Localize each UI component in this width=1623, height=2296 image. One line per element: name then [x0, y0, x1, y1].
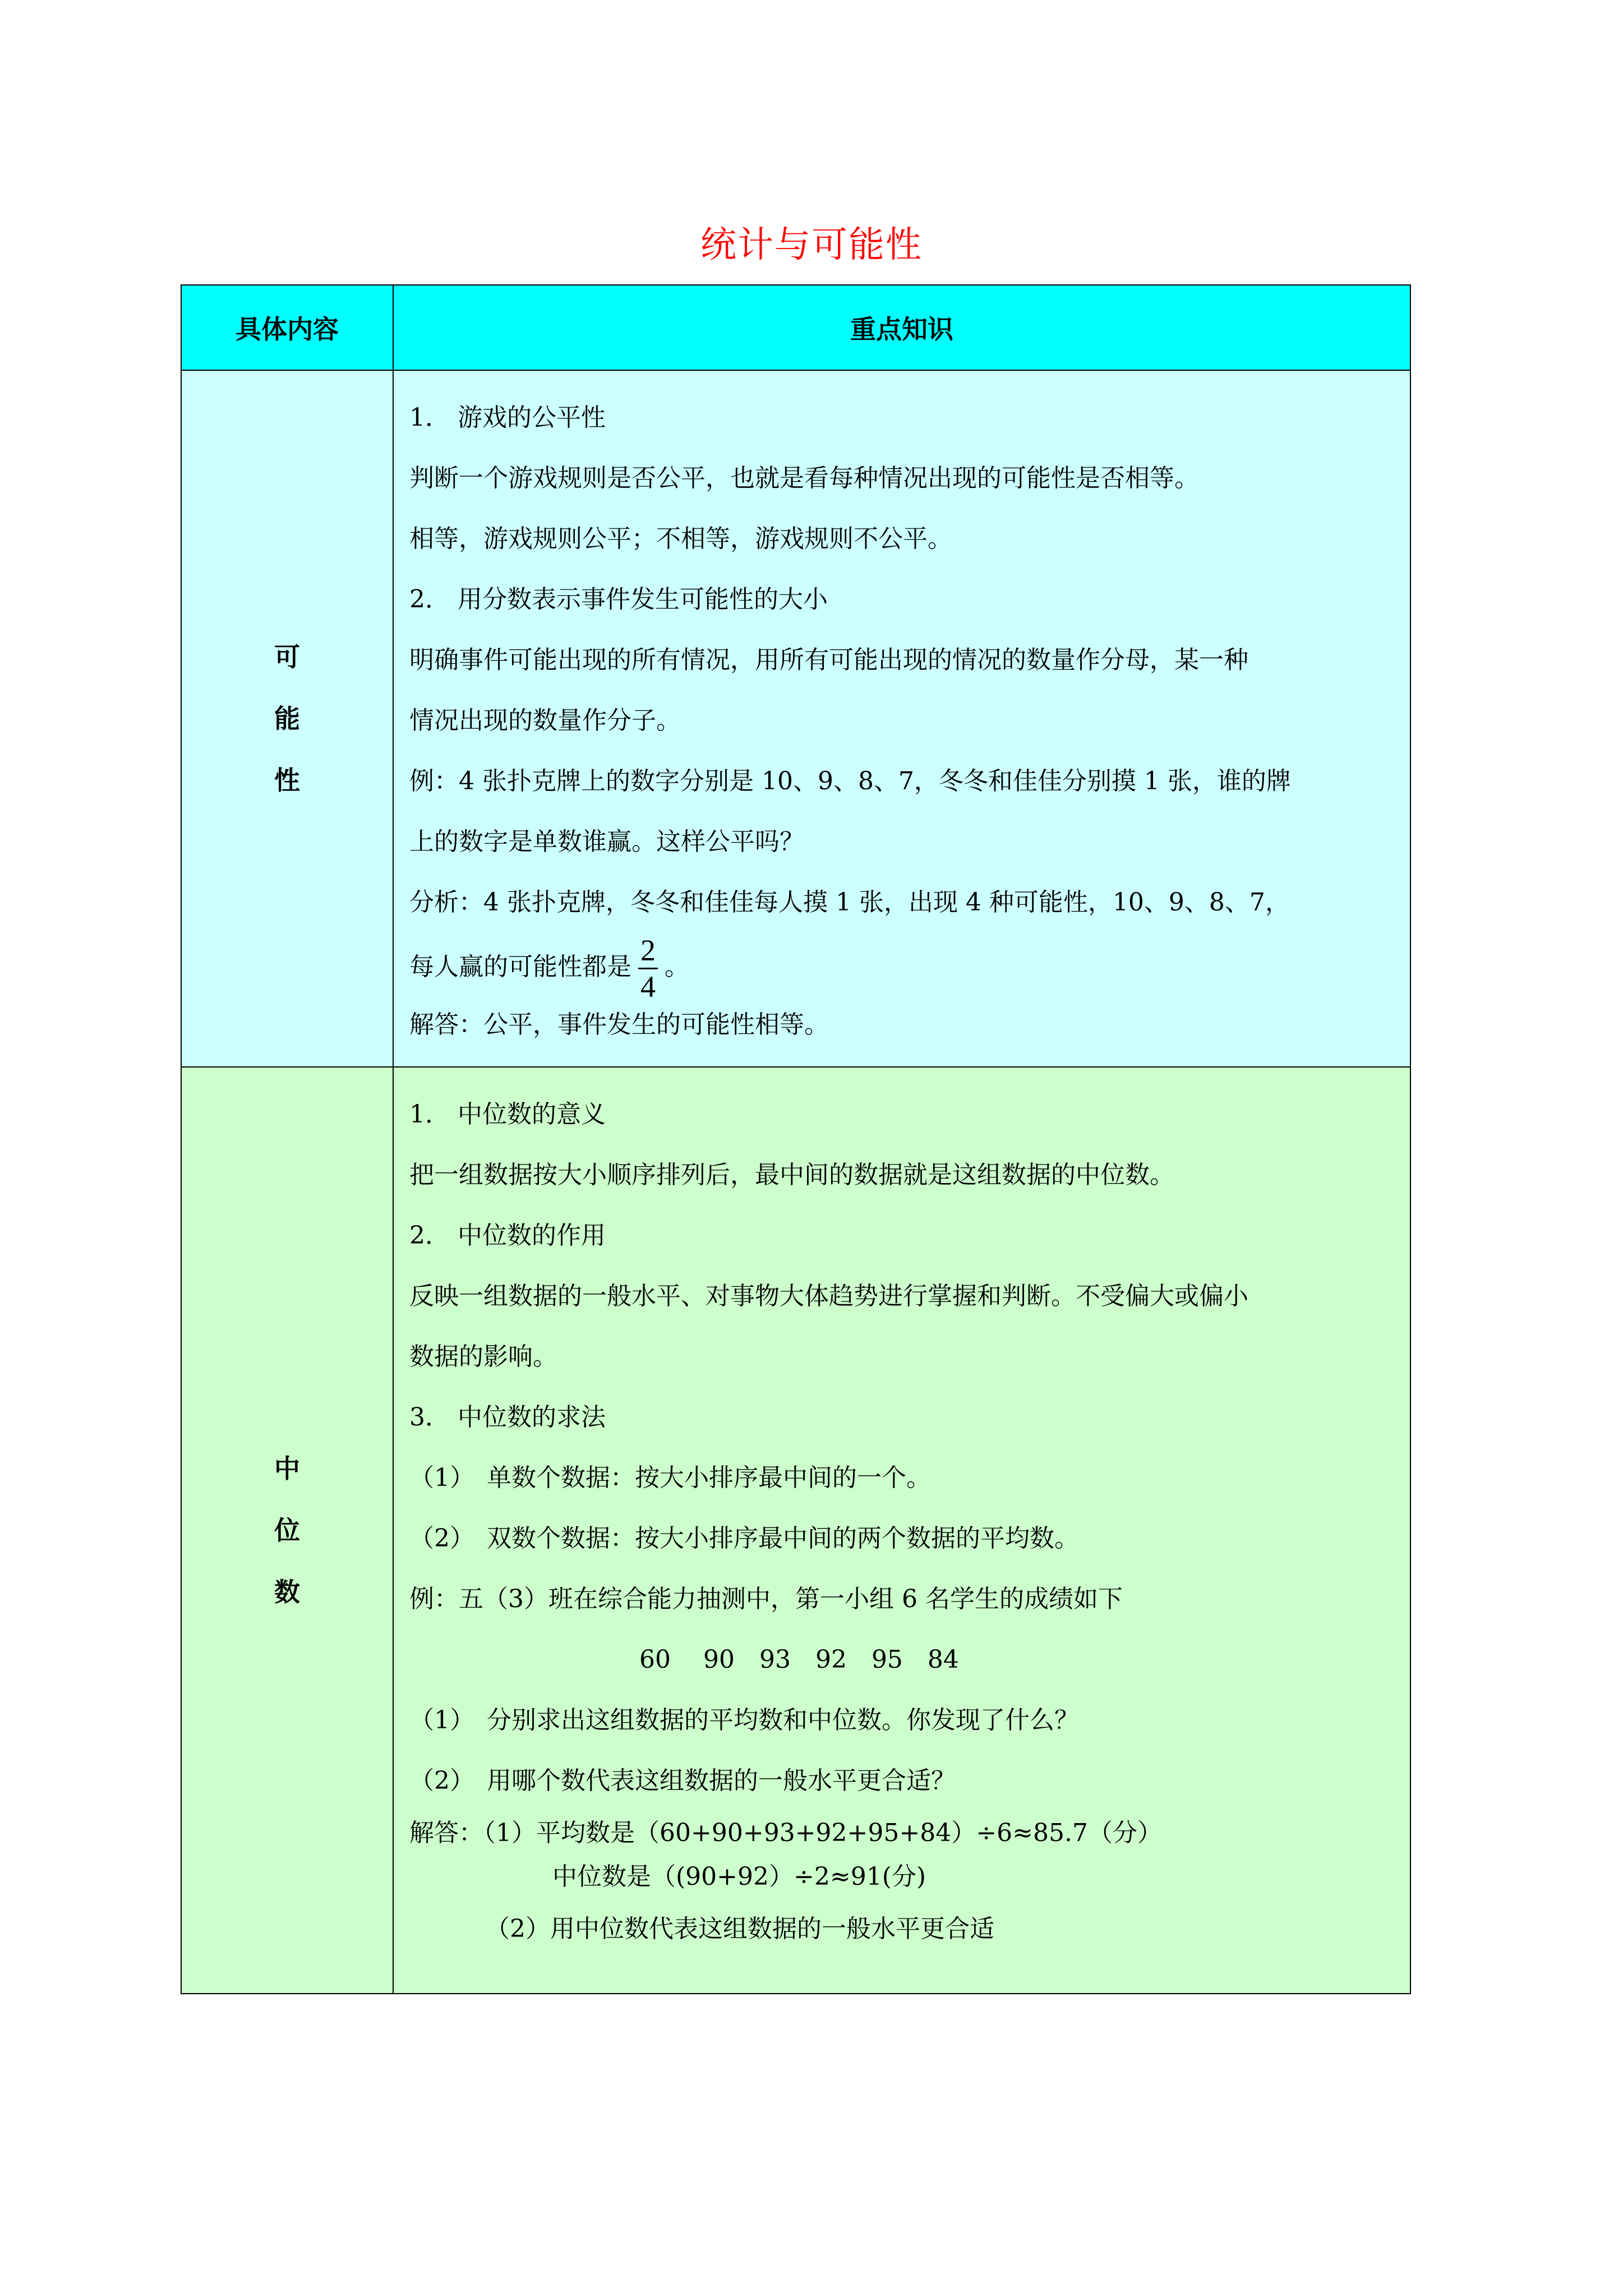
section-label-probability — [181, 370, 393, 1067]
label-char: 能 — [274, 703, 300, 734]
fraction-line — [409, 933, 1396, 1004]
text-line: 1． 中位数的意义 — [409, 1100, 606, 1129]
text-line: 例：4 张扑克牌上的数字分别是 10、9、8、7，冬冬和佳佳分别摸 1 张，谁的牌 — [409, 767, 1291, 795]
label-char: 位 — [274, 1515, 300, 1545]
text-line: 2． 中位数的作用 — [409, 1221, 606, 1250]
fraction-numerator: 2 — [638, 933, 658, 969]
fraction — [638, 933, 658, 1004]
text-line: 反映一组数据的一般水平、对事物大体趋势进行掌握和判断。不受偏大或偏小 — [409, 1282, 1248, 1310]
fraction-prefix: 每人赢的可能性都是 — [409, 953, 631, 981]
section-content-median — [393, 1067, 1410, 1994]
question-line: （2） 用哪个数代表这组数据的一般水平更合适？ — [409, 1766, 956, 1795]
question-line: （1） 分别求出这组数据的平均数和中位数。你发现了什么？ — [409, 1706, 1079, 1734]
label-char: 可 — [274, 642, 300, 672]
text-line: 上的数字是单数谁赢。这样公平吗？ — [409, 827, 804, 856]
label-char: 数 — [274, 1577, 300, 1607]
text-line: 判断一个游戏规则是否公平，也就是看每种情况出现的可能性是否相等。 — [409, 464, 1199, 493]
knowledge-table — [181, 284, 1411, 1994]
scores-line: 60 90 93 92 95 84 — [639, 1645, 959, 1674]
section-content-probability — [393, 370, 1410, 1067]
text-line: 情况出现的数量作分子。 — [409, 706, 681, 735]
text-line: 3． 中位数的求法 — [409, 1403, 606, 1432]
text-line: 例：五（3）班在综合能力抽测中，第一小组 6 名学生的成绩如下 — [409, 1585, 1123, 1613]
answer-line: 解答：公平，事件发生的可能性相等。 — [409, 1010, 829, 1039]
header-key-knowledge: 重点知识 — [393, 285, 1410, 370]
answer-line: 中位数是（(90+92）÷2≈91(分) — [552, 1862, 926, 1891]
table-header-row — [181, 285, 1410, 370]
answer-line: （2）用中位数代表这组数据的一般水平更合适 — [485, 1915, 994, 1943]
fraction-denominator: 4 — [640, 970, 656, 1004]
text-line: 相等，游戏规则公平；不相等，游戏规则不公平。 — [409, 524, 952, 553]
page-title: 统计与可能性 — [700, 224, 923, 266]
text-line: 1． 游戏的公平性 — [409, 403, 606, 432]
text-line: 数据的影响。 — [409, 1342, 557, 1371]
text-line: 分析：4 张扑克牌，冬冬和佳佳每人摸 1 张，出现 4 种可能性，10、9、8、7， — [409, 888, 1290, 917]
section-label-median — [181, 1067, 393, 1994]
fraction-suffix: 。 — [665, 953, 689, 981]
text-line: 把一组数据按大小顺序排列后，最中间的数据就是这组数据的中位数。 — [409, 1161, 1174, 1189]
section-median-row — [181, 1067, 1410, 1994]
section-probability-row — [181, 370, 1410, 1067]
text-line: 2． 用分数表示事件发生可能性的大小 — [409, 585, 828, 614]
text-line: （2） 双数个数据：按大小排序最中间的两个数据的平均数。 — [409, 1524, 1079, 1553]
answer-line: 解答：（1）平均数是（60+90+93+92+95+84）÷6≈85.7（分） — [409, 1819, 1162, 1847]
label-char: 性 — [274, 765, 300, 795]
label-char: 中 — [274, 1453, 300, 1484]
text-line: （1） 单数个数据：按大小排序最中间的一个。 — [409, 1464, 931, 1492]
header-content-type: 具体内容 — [181, 285, 393, 370]
text-line: 明确事件可能出现的所有情况，用所有可能出现的情况的数量作分母，某一种 — [409, 646, 1248, 674]
